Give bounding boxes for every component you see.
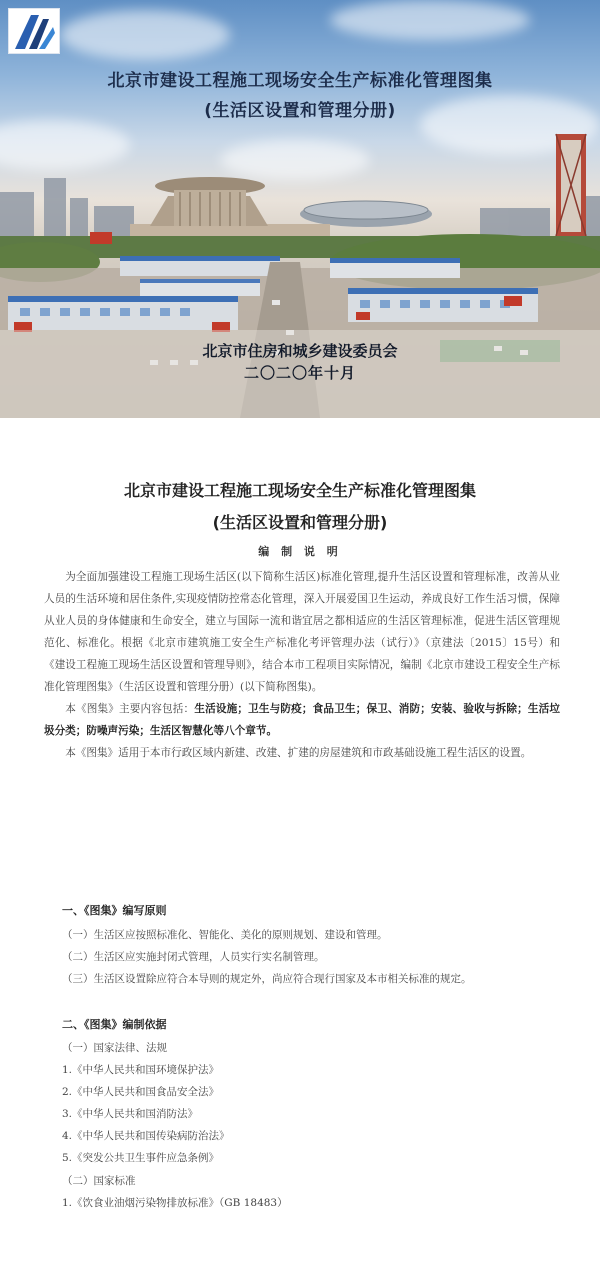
intro-paragraph-2 bbox=[44, 698, 560, 742]
cover-organization: 北京市住房和城乡建设委员会 bbox=[202, 342, 398, 360]
intro-paragraph-3: 本《图集》适用于本市行政区域内新建、改建、扩建的房屋建筑和市政基础设施工程生活区的设置。 bbox=[65, 747, 532, 759]
cover-subtitle: (生活区设置和管理分册) bbox=[204, 101, 396, 121]
cover-image bbox=[0, 0, 600, 418]
cover-title: 北京市建设工程施工现场安全生产标准化管理图集 bbox=[107, 71, 493, 91]
document-title: 北京市建设工程施工现场安全生产标准化管理图集 bbox=[123, 481, 476, 500]
section2-heading: 二、《图集》编制依据 bbox=[62, 1018, 167, 1031]
cover-date: 二〇二〇年十月 bbox=[243, 364, 356, 382]
principle-item: （三）生活区设置除应符合本导则的规定外，尚应符合现行国家及本市相关标准的规定。 bbox=[62, 973, 472, 985]
standards-subheading: （二）国家标准 bbox=[62, 1175, 136, 1187]
law-item: 2.《中华人民共和国食品安全法》 bbox=[62, 1086, 220, 1098]
section1-heading: 一、《图集》编写原则 bbox=[62, 904, 167, 917]
principle-item: （二）生活区应实施封闭式管理，人员实行实名制管理。 bbox=[62, 951, 325, 963]
document-subtitle: (生活区设置和管理分册) bbox=[212, 513, 388, 532]
law-item: 1.《中华人民共和国环境保护法》 bbox=[62, 1064, 220, 1076]
legal-basis-subheading: （一）国家法律、法规 bbox=[62, 1042, 167, 1054]
law-item: 4.《中华人民共和国传染病防治法》 bbox=[62, 1130, 230, 1142]
chapter-list: 生活设施；卫生与防疫；食品卫生；保卫、消防；安装、验收与拆除；生活垃圾分类；防噪声污染；生活区智慧化等八个章节。 bbox=[44, 703, 560, 737]
logo bbox=[8, 8, 60, 54]
law-item: 5.《突发公共卫生事件应急条例》 bbox=[62, 1152, 220, 1164]
law-item: 3.《中华人民共和国消防法》 bbox=[62, 1108, 199, 1120]
intro-paragraph-2-prefix: 本《图集》主要内容包括： bbox=[65, 703, 195, 715]
principle-item: （一）生活区应按照标准化、智能化、美化的原则规划、建设和管理。 bbox=[62, 929, 388, 941]
logo-emblem-icon bbox=[9, 9, 59, 53]
preparation-notes bbox=[44, 566, 560, 764]
intro-paragraph-1: 为全面加强建设工程施工现场生活区(以下简称生活区)标准化管理,提升生活区设置和管理标准，改善从业人员的生活环境和居住条件,实现疫情防控常态化管理，深入开展爱国卫生运动，养成良好工作生活习惯，保障从业人员的身体健康和生命安全，建立与国际一流和谐宜居之都相适应的生活区管理标准，促进生活区管理规范化、标准化。根据《北京市建筑施工安全生产标准化考评管理办法（试行）》（京建法〔2015〕15号）和《建设工程施工现场生活区设置和管理导则》，结合本市工程项目实际情况，编制《北京市建设工程安全生产标准化管理图集》（生活区设置和管理分册）(以下简称图集)。 bbox=[44, 571, 560, 693]
preparation-notes-heading: 编 制 说 明 bbox=[258, 545, 342, 558]
standard-item: 1.《饮食业油烟污染物排放标准》（GB 18483） bbox=[62, 1197, 288, 1209]
